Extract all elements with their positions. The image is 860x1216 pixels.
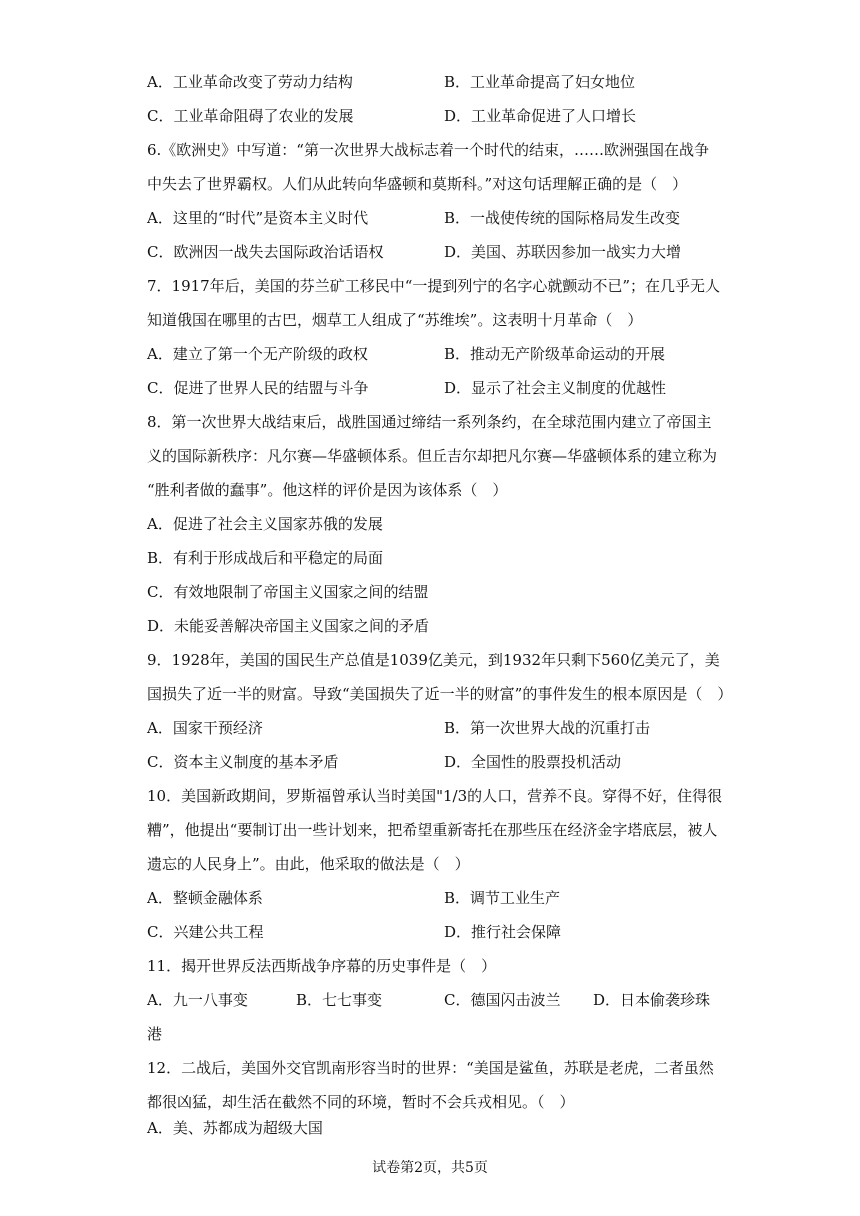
q9-option-c: C．资本主义制度的基本矛盾 [147, 753, 339, 771]
q12-option-a: A．美、苏都成为超级大国 [147, 1119, 323, 1137]
page-footer: 试卷第2页，共5页 [372, 1160, 488, 1176]
q10-option-a: A．整顿金融体系 [147, 889, 263, 907]
q7-option-b: B．推动无产阶级革命运动的开展 [444, 345, 666, 363]
q5-option-c: C．工业革命阻碍了农业的发展 [147, 107, 354, 125]
q8-stem-line-1: 8．第一次世界大战结束后，战胜国通过缔结一系列条约，在全球范围内建立了帝国主 [147, 413, 712, 431]
q6-stem-line-1: 6.《欧洲史》中写道：“第一次世界大战标志着一个时代的结束，……欧洲强国在战争 [147, 141, 709, 159]
q7-option-c: C．促进了世界人民的结盟与斗争 [147, 379, 369, 397]
q5-option-a: A．工业革命改变了劳动力结构 [147, 73, 353, 91]
q9-option-b: B．第一次世界大战的沉重打击 [444, 719, 651, 737]
q10-stem-line-1: 10．美国新政期间，罗斯福曾承认当时美国"1/3的人口，营养不良。穿得不好，住得很 [147, 787, 723, 805]
q12-stem-line-2: 都很凶猛，却生活在截然不同的环境，暂时不会兵戎相见。（ ） [147, 1093, 575, 1111]
q11-option-c: C．德国闪击波兰 [444, 991, 561, 1009]
q7-stem-line-1: 7．1917年后，美国的芬兰矿工移民中“一提到列宁的名字心就颤动不已”；在几乎无人 [147, 277, 721, 295]
q8-stem-line-3: “胜利者做的蠢事”。他这样的评价是因为该体系（ ） [147, 481, 508, 499]
q10-stem-line-3: 遗忘的人民身上”。由此，他采取的做法是（ ） [147, 855, 470, 873]
q10-option-b: B．调节工业生产 [444, 889, 561, 907]
q8-option-d: D．未能妥善解决帝国主义国家之间的矛盾 [147, 617, 430, 635]
q9-option-d: D．全国性的股票投机活动 [444, 753, 622, 771]
q7-option-a: A．建立了第一个无产阶级的政权 [147, 345, 368, 363]
q7-stem-line-2: 知道俄国在哪里的古巴，烟草工人组成了“苏维埃”。这表明十月革命（ ） [147, 311, 643, 329]
q6-option-a: A．这里的“时代”是资本主义时代 [147, 209, 369, 227]
q11-option-d-wrap: 港 [147, 1025, 163, 1043]
q12-stem-line-1: 12．二战后，美国外交官凯南形容当时的世界：“美国是鲨鱼，苏联是老虎，二者虽然 [147, 1059, 714, 1077]
q11-stem-line-1: 11．揭开世界反法西斯战争序幕的历史事件是（ ） [147, 957, 497, 975]
q10-option-c: C．兴建公共工程 [147, 923, 264, 941]
q5-option-d: D．工业革命促进了人口增长 [444, 107, 637, 125]
q6-option-d: D．美国、苏联因参加一战实力大增 [444, 243, 682, 261]
q10-stem-line-2: 糟”，他提出“要制订出一些计划来，把希望重新寄托在那些压在经济金字塔底层，被人 [147, 821, 718, 839]
q7-option-d: D．显示了社会主义制度的优越性 [444, 379, 667, 397]
q9-stem-line-1: 9．1928年，美国的国民生产总值是1039亿美元，到1932年只剩下560亿美元了，美 [147, 651, 720, 669]
q10-option-d: D．推行社会保障 [444, 923, 562, 941]
q9-option-a: A．国家干预经济 [147, 719, 263, 737]
q8-option-a: A．促进了社会主义国家苏俄的发展 [147, 515, 383, 533]
q8-option-b: B．有利于形成战后和平稳定的局面 [147, 549, 384, 567]
q5-option-b: B．工业革命提高了妇女地位 [444, 73, 636, 91]
q6-option-b: B．一战使传统的国际格局发生改变 [444, 209, 681, 227]
q6-option-c: C．欧洲因一战失去国际政治话语权 [147, 243, 384, 261]
q9-stem-line-2: 国损失了近一半的财富。导致“美国损失了近一半的财富”的事件发生的根本原因是（ ） [147, 685, 733, 703]
q8-stem-line-2: 义的国际新秩序：凡尔赛—华盛顿体系。但丘吉尔却把凡尔赛—华盛顿体系的建立称为 [147, 447, 718, 465]
q11-option-b: B．七七事变 [296, 991, 383, 1009]
q8-option-c: C．有效地限制了帝国主义国家之间的结盟 [147, 583, 429, 601]
q11-option-d: D．日本偷袭珍珠 [593, 991, 711, 1009]
q11-option-a: A．九一八事变 [147, 991, 248, 1009]
q6-stem-line-2: 中失去了世界霸权。人们从此转向华盛顿和莫斯科。”对这句话理解正确的是（ ） [147, 175, 688, 193]
